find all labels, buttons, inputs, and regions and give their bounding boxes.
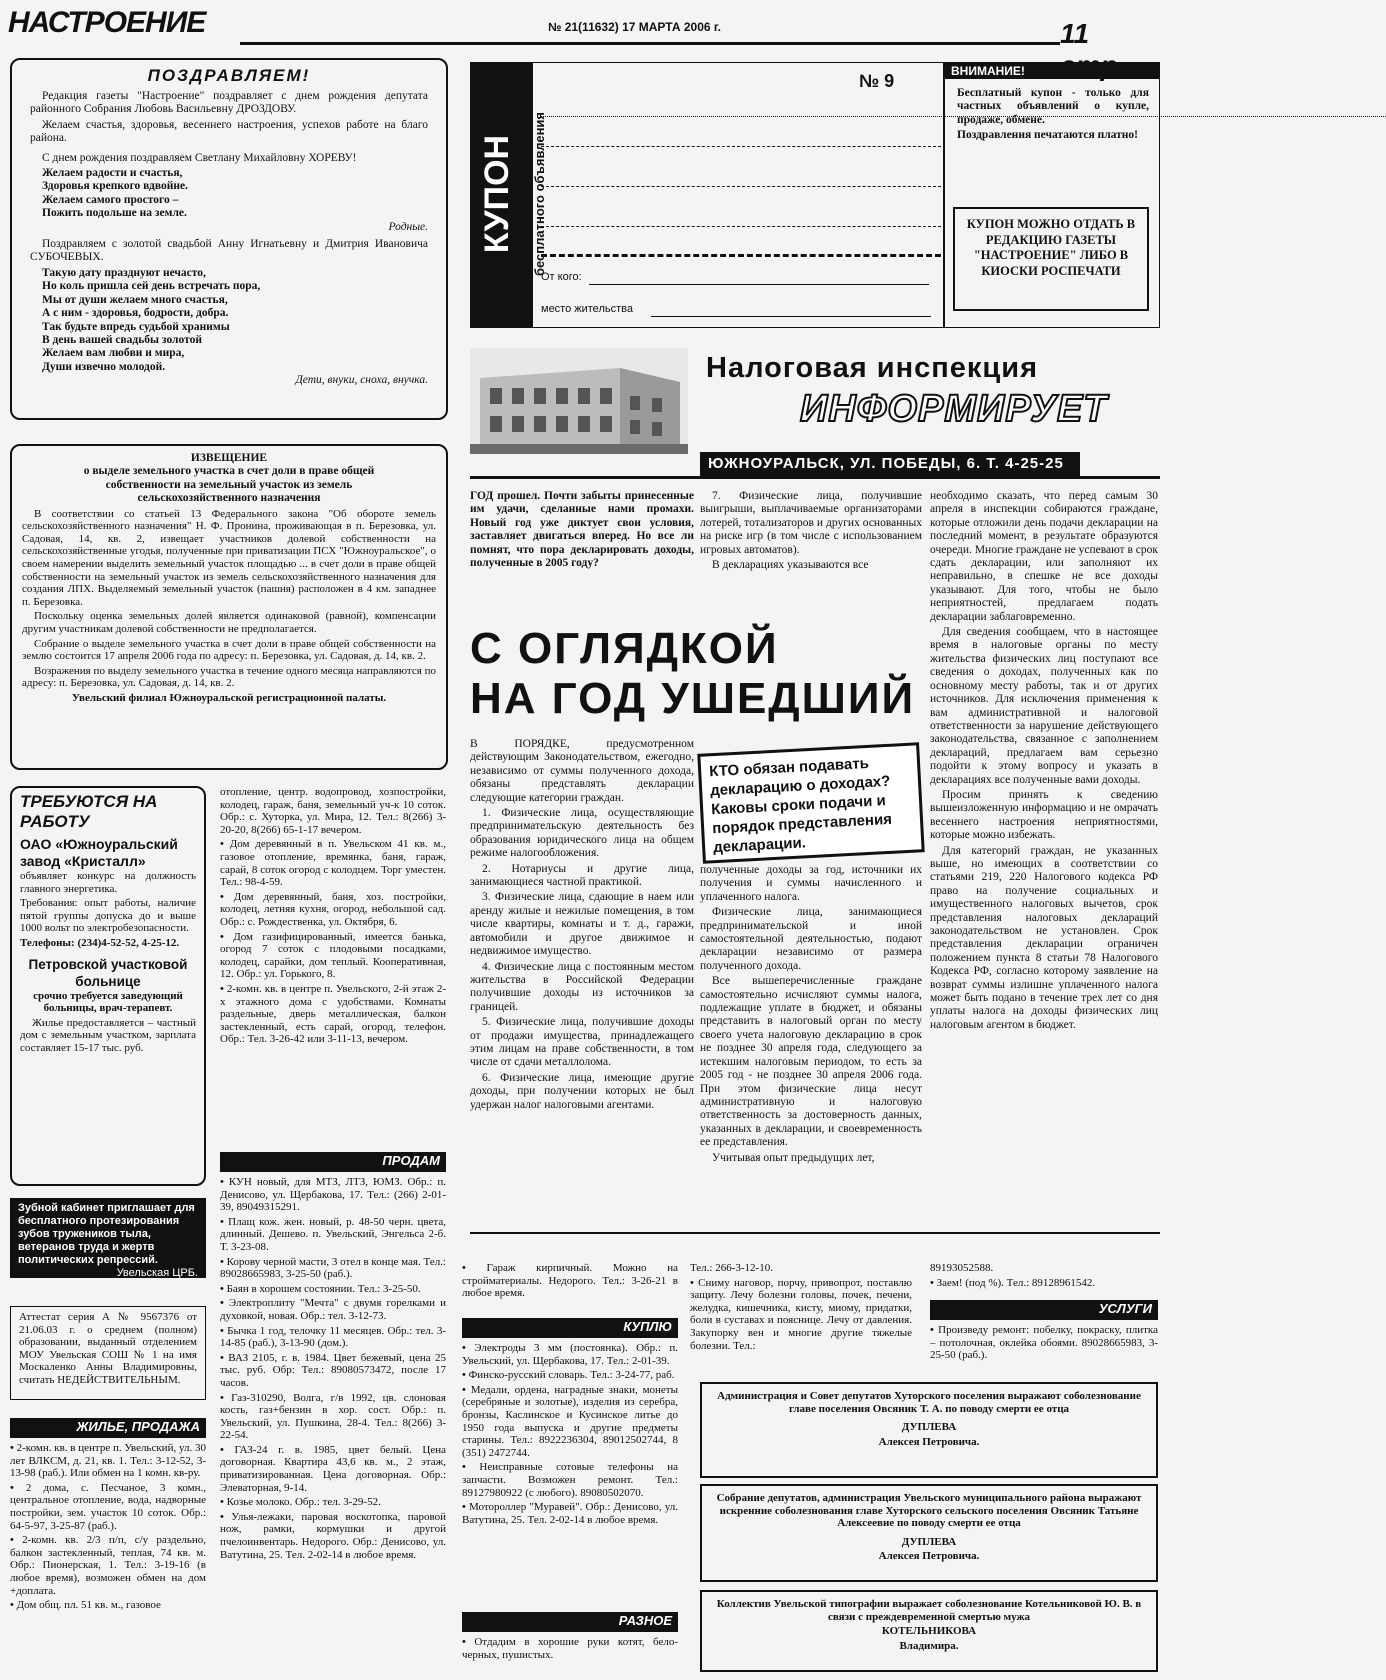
article-col3-p1: необходимо сказать, что перед самым 30 апреля в инспекции собираются граждане, которые отложили день подачи декларации на последний момент, в результате образуются очереди. Многие граждане не успевают в срок сдать декларации, или заполняют их неправильно, в спешке не все доходы указывают. Для того, чтобы не было неприятностей, предлагаем подать декларации заблаговременно. — [930, 490, 1158, 623]
housing-item-4: • Дом общ. пл. 51 кв. м., газовое — [10, 1599, 206, 1612]
jobs-title: ТРЕБУЮТСЯ НА РАБОТУ — [20, 792, 158, 831]
buy-header: КУПЛЮ — [462, 1318, 678, 1338]
sell-item-7: • ВАЗ 2105, г. в. 1984. Цвет бежевый, цена 25 тыс. руб. Обр: Тел.: 89080573472, после 17 часов. — [220, 1352, 446, 1390]
condolence-2 — [700, 1484, 1158, 1582]
tax-building-photo — [470, 348, 688, 454]
services-item-1: • Произведу ремонт: побелку, покраску, плитка – потолочная, оклейка обоями. 89028665983, 3-25-50 (раб.). — [930, 1324, 1158, 1362]
congrats-p3: Поздравляем с золотой свадьбой Анну Игнатьевну и Дмитрия Ивановича СУБОЧЕВЫХ. — [30, 238, 428, 264]
congrats-p1: Редакция газеты "Настроение" поздравляет с днем рождения депутата районного Собрания Любовь Васильевну ДРОЗДОВУ. — [30, 90, 428, 116]
mid-ad-4: • Дом газифицированный, имеется банька, огород 7 соток с плодовыми посадками, колодец, сарайки, дом теплый. Кооперативная, 12. Обр.: ул. Горького, 8. — [220, 931, 446, 981]
congrats-poem1: Желаем радости и счастья, Здоровья крепкого вдвойне. Желаем самого простого – Пожить подольше на земле. — [42, 167, 188, 220]
hospital-title: Петровской участковой больнице — [28, 956, 188, 989]
mid-ad-2: • Дом деревянный в п. Увельском 41 кв. м., газовое отопление, времянка, баня, гараж, сарай, 8 соток огород с колодцем. Торг уместен. Тел.: 98-4-59. — [220, 838, 446, 888]
notice-body3: Собрание о выделе земельного участка в счет доли в праве общей собственности на землю состоится 17 апреля 2006 года по адресу: п. Березовка, ул. Садовая, д. 14, кв. 2. — [22, 637, 436, 663]
tax-address-rule — [470, 476, 1160, 479]
article-col2-top-p2: В декларациях указываются все — [712, 559, 869, 572]
sell-item-4: • Баян в хорошем состоянии. Тел.: 3-25-50. — [220, 1283, 446, 1296]
condolence-1-name1: ДУПЛЕВА — [901, 1421, 957, 1434]
attention-text: Бесплатный купон - только для частных объявлений о купле, продаже, обмене. — [957, 87, 1149, 126]
article-item-5: 5. Физические лица, получившие доходы от продажи имущества, принадлежащего этим лицам на праве собственности, в том числе от сдачи металлолома. — [470, 1016, 694, 1069]
condolence-1 — [700, 1382, 1158, 1478]
jobs-company: ОАО «Южноуральский завод «Кристалл» — [20, 836, 178, 869]
housing-item-2: • 2 дома, с. Песчаное, 3 комн., центральное отопление, вода, надворные постройки, зем. участок 10 соток. Обр.: 64-5-97, 3-25-87 (раб.). — [10, 1482, 206, 1532]
loan-ad — [930, 1262, 1158, 1296]
article-item-2: 2. Нотариусы и другие лица, занимающиеся частной практикой. — [470, 862, 694, 889]
mid-ad-1: отопление, центр. водопровод, хозпостройки, колодец, гараж, баня, земельный уч-к 10 соток. Обр.: с. Хуторка, ул. Мира, 12. Тел.: 8(266) 3-20-20, 8(266) 65-1-17 вечером. — [220, 786, 446, 836]
tax-address-bar: ЮЖНОУРАЛЬСК, УЛ. ПОБЕДЫ, 6. Т. 4-25-25 — [700, 452, 1080, 476]
mid-ads-top — [220, 786, 446, 1158]
article-col1-intro: В ПОРЯДКЕ, предусмотренном действующим Законодательством, ежегодно, независимо от суммы полученного дохода, обязаны представлять декларации следующие категории граждан. — [470, 738, 694, 804]
coupon-number: № 9 — [859, 71, 895, 91]
buy-item-5: • Мотороллер "Муравей". Обр.: Денисово, ул. Ватутина, 25. Тел. 2-02-14 в любое время. — [462, 1501, 678, 1526]
coupon-box — [470, 62, 1160, 328]
sell-item-6: • Бычка 1 год, телочку 11 месяцев. Обр.: тел. 3-14-85 (раб.), 3-13-90 (дом.). — [220, 1325, 446, 1350]
condolence-3-name2: Владимира. — [899, 1639, 959, 1652]
buy-item-4: • Неисправные сотовые телефоны на запчасти. Возможен ремонт. Тел.: 89127980922 (с любого). 89080502070. — [462, 1461, 678, 1499]
sell-list — [220, 1176, 446, 1678]
congrats-sign1: Родные. — [388, 220, 428, 233]
housing-header: ЖИЛЬЕ, ПРОДАЖА — [10, 1418, 206, 1438]
tax-header-line2: ИНФОРМИРУЕТ — [800, 388, 1108, 430]
masthead-rule — [240, 42, 1060, 45]
article-headline — [470, 624, 940, 734]
congrats-box — [10, 58, 448, 420]
coupon-line-4 — [541, 213, 941, 227]
jobs-p1: объявляет конкурс на должность главного энергетика. — [20, 870, 196, 895]
healer-phone: Тел.: 266-3-12-10. — [690, 1262, 773, 1274]
notice-subtitle: о выделе земельного участка в счет доли в праве общей собственности на земельный участок из земель сельскохозяйственного назначения — [83, 465, 375, 505]
buy-item-3: • Медали, ордена, наградные знаки, монеты (серебряные и золотые), изделия из серебра, бронзы, Каслинское и Кусинское литье до 1950 года выпуска и другие предметы старины. Тел.: 8922236304, 89012502744, 8 (351) 2472744. — [462, 1384, 678, 1460]
dental-sign: Увельская ЦРБ. — [116, 1267, 198, 1279]
page-number: 11 — [1060, 18, 1090, 49]
coupon-handin-note: КУПОН МОЖНО ОТДАТЬ В РЕДАКЦИЮ ГАЗЕТЫ "НАСТРОЕНИЕ" ЛИБО В КИОСКИ РОСПЕЧАТИ — [953, 207, 1149, 311]
jobs-p2: Требования: опыт работы, наличие пятой группы допуска до и выше 1000 вольт по электробезопасности. — [20, 897, 196, 935]
mid-ad-5: • 2-комн. кв. в центре п. Увельского, 2-й этаж 2-х этажного дома с удобствами. Комнаты раздельные, дверь металлическая, балкон застекленный, есть сарай, огород, телефон. Обр.: Тел. 3-26-42 или 3-11-13, вечером. — [220, 983, 446, 1046]
condolence-3-name1: КОТЕЛЬНИКОВА — [881, 1625, 977, 1638]
misc-item-1: • Отдадим в хорошие руки котят, бело-черных, пушистых. — [462, 1636, 678, 1661]
garage-ad-text: • Гараж кирпичный. Можно на стройматериалы. Недорого. Тел.: 3-26-21 в любое время. — [462, 1262, 678, 1300]
condolence-3 — [700, 1590, 1158, 1672]
buy-item-2: • Финско-русский словарь. Тел.: 3-24-77, раб. — [462, 1369, 678, 1382]
sell-item-2: • Плащ кож. жен. новый, р. 48-50 черн. цвета, длинный. Дешево. п. Увельский, Энгельса 2-б. Т. 3-23-08. — [220, 1216, 446, 1254]
misc-list — [462, 1636, 678, 1676]
dental-text: Зубной кабинет приглашает для бесплатного протезирования зубов тружеников тыла, ветеранов труда и жертв политических репрессий. — [18, 1202, 195, 1266]
healer-ad — [690, 1262, 912, 1372]
congrats-title: ПОЗДРАВЛЯЕМ! — [147, 66, 311, 85]
masthead-logo: НАСТРОЕНИЕ — [8, 6, 206, 39]
sell-item-3: • Корову черной масти, 3 отел в конце мая. Тел.: 89028665983, 3-25-50 (раб.). — [220, 1256, 446, 1281]
coupon-vertical-subtitle: бесплатного объявления — [532, 111, 547, 277]
condolence-1-text: Администрация и Совет депутатов Хуторского поселения выражают соболезнование главе поселения Овсяник Т. А. по поводу смерти ее отца — [717, 1390, 1141, 1415]
sell-header: ПРОДАМ — [220, 1152, 446, 1172]
sell-item-9: • ГАЗ-24 г. в. 1985, цвет белый. Цена договорная. Квартира 43,6 кв. м., 2 этаж, приватизированная. Цена договорная. Обр.: Элеваторная, 9-14. — [220, 1444, 446, 1494]
notice-body4: Возражения по выделу земельного участка в течение одного месяца направляются по адресу: п. Березовка, ул. Садовая, д. 14, кв. 2. — [22, 664, 436, 690]
dental-box — [10, 1198, 206, 1278]
article-col3-p3: Просим принять к сведению вышеизложенную информацию и не омрачать весеннего настроения неприятностями, которые можно избежать. — [930, 788, 1158, 842]
sell-item-1: • КУН новый, для МТЗ, ЛТЗ, ЮМЗ. Обр.: п. Денисово, ул. Щербакова, 17. Тел.: (266) 2-01-39, 89049315291. — [220, 1176, 446, 1214]
housing-item-3: • 2-комн. кв. 2/3 п/п, с/у раздельно, балкон застекленный, теплая, 74 кв. м. Обр.: Пионерская, 1. Тел.: 3-19-16 (в любое время), возможен обмен на дом +доплата. — [10, 1534, 206, 1597]
loan-text: • Заем! (под %). Тел.: 89128961542. — [930, 1277, 1158, 1290]
condolence-2-name2: Алексея Петровича. — [878, 1550, 980, 1563]
congrats-sign2: Дети, внуки, сноха, внучка. — [295, 374, 428, 387]
building-illustration — [470, 348, 688, 454]
article-col1 — [470, 738, 694, 1228]
coupon-from-label: От кого: — [541, 271, 582, 283]
congrats-p2: С днем рождения поздравляем Светлану Михайловну ХОРЕВУ! — [42, 151, 357, 164]
article-col3-p4: Для категорий граждан, не указанных выше, но имеющих в соответствии со статьями 219, 220 Налогового кодекса РФ право на получение социальных и имущественного налоговых вычетов, срок представления налоговых деклараций законодательством не установлен. Срок представления декларации ограничен положением пункта 8 статьи 78 Налогового Кодекса РФ, согласно которому заявление на возврат суммы излишне уплаченного налога может быть подано в течение трех лет со дня уплаты налога на доходы физических лиц налоговым агентом в бюджет. — [930, 844, 1158, 1031]
housing-item-1: • 2-комн. кв. в центре п. Увельский, ул. 30 лет ВЛКСМ, д. 21, кв. 1. Тел.: 3-12-52, 3-13-98 (раб.). Или обмен на 1 комн. кв-ру. — [10, 1442, 206, 1480]
loan-phone: 89193052588. — [930, 1262, 994, 1274]
article-col3-p2: Для сведения сообщаем, что в настоящее время в налоговые органы по месту жительства физических лиц поступают все сведения о доходах, полученных как по основному месту работы, так и от других источников. Для исключения применения к вам административной и налоговой ответственности за нарушение действующего законодательства, связанное с заполнением деклараций, предлагаем вам серьезно подойти к этому вопросу и указать в декларациях все полученные вами доходы. — [930, 626, 1158, 786]
tax-header-line1: Налоговая инспекция — [706, 352, 1038, 384]
article-col3 — [930, 490, 1158, 1230]
article-col2-top-p1: 7. Физические лица, получившие выигрыши, выплачиваемые организаторами лотерей, тотализаторов и других основанных на риске игр (в том числе с использованием игровых автоматов). — [700, 490, 922, 556]
condolence-1-name2: Алексея Петровича. — [878, 1435, 980, 1448]
article-col2-p1: полученные доходы за год, источники их получения и суммы начисленного и уплаченного налога. — [700, 864, 922, 903]
article-col2-p2: Физические лица, занимающиеся предпринимательской и иной самостоятельной деятельностью, подают декларации независимо от размера полученного дохода. — [700, 906, 922, 972]
condolence-3-text: Коллектив Увельской типографии выражает соболезнование Котельниковой Ю. В. в связи с преждевременной смертью мужа — [716, 1598, 1142, 1623]
coupon-line-3 — [541, 173, 941, 187]
article-item-4: 4. Физические лица с постоянным местом жительства в Российской Федерации получившие доходы из источников за границей. — [470, 960, 694, 1013]
attention-panel — [943, 63, 1159, 327]
hospital-text: срочно требуется заведующий больницы, врач-терапевт. — [33, 989, 183, 1015]
housing-list — [10, 1442, 206, 1678]
coupon-line-2 — [541, 133, 941, 147]
condolence-2-text: Собрание депутатов, администрация Увельского муниципального района выражают искренние соболезнования главе Хуторского сельского поселения Овсяник Татьяне Алексеевне по поводу смерти ее отца — [716, 1492, 1142, 1530]
article-item-6: 6. Физические лица, имеющие другие доходы, при получении которых не был удержан налог налоговыми агентами. — [470, 1071, 694, 1111]
mid-ad-3: • Дом деревянный, баня, хоз. постройки, колодец, летняя кухня, огород, небольшой сад. Обр.: с. Рождественка, ул. Октября, 6. — [220, 891, 446, 929]
article-bottom-rule — [470, 1232, 1160, 1234]
article-item-3: 3. Физические лица, сдающие в наем или аренду жилые и нежилые помещения, в том числе квартиры, комнаты и т. д., гаражи, автомобили и другое движимое и недвижимое имущество. — [470, 891, 694, 958]
sell-item-5: • Электроплиту "Мечта" с двумя горелками и духовкой, новая. Обр.: тел. 3-12-73. — [220, 1297, 446, 1322]
notice-title: ИЗВЕЩЕНИЕ — [190, 452, 268, 464]
jobs-box — [10, 786, 206, 1186]
buy-list — [462, 1342, 678, 1612]
buy-item-1: • Электроды 3 мм (постоянка). Обр.: п. Увельский, ул. Щербакова, 17. Тел.: 2-01-39. — [462, 1342, 678, 1367]
hospital-text-2: Жилье предоставляется – частный дом с земельным участком, зарплата составляет 15-17 тыс. руб. — [20, 1016, 196, 1054]
sell-item-10: • Козье молоко. Обр.: тел. 3-29-52. — [220, 1496, 446, 1509]
jobs-phone: Телефоны: (234)4-52-52, 4-25-12. — [20, 936, 180, 949]
article-lead: ГОД прошел. Почти забыты принесенные им удачи, сделанные нами промахи. Новый год уже диктует свои условия, заставляет двигаться вперед. Но все ли помнят, что пора декларировать доходы, полученные в 2005 году? — [470, 490, 694, 570]
coupon-dashed-main — [541, 249, 941, 257]
article-callout: КТО обязан подавать декларацию о доходах? Каковы сроки подачи и порядок представления декларации. — [697, 742, 924, 863]
sell-item-8: • Газ-310290, Волга, г/в 1992, цв. слоновая кость, газ+бензин в хор. сост. Обр.: п. Увельский, ул. Пушкина, 28-4. Тел.: 8(266) 3-22-54. — [220, 1392, 446, 1442]
lost-certificate-box — [10, 1306, 206, 1400]
notice-body1: В соответствии со статьей 13 Федерального закона "Об обороте земель сельскохозяйственного назначения" Н. Ф. Пронина, проживающая в п. Березовка, ул. Садовая, 14, кв. 2, извещает участников долевой собственности на сельскохозяйственные угодья, полученные при приватизации ПСХ "Южноуральское", о своем намерении выделить земельный участок площадью ... в счет доли в праве общей собственности на земельный участок из земель сельскохозяйственного назначения для создания ЛПХ. Выделяемый земельный участок (пашня) расположен в 4 км. западнее п. Березовка. — [22, 507, 436, 608]
article-col2-p3: Все вышеперечисленные граждане самостоятельно исчисляют суммы налога, подлежащие уплате в бюджет, и обязаны представить в налоговый орган по месту своего учета налоговую декларацию в срок не позднее 30 апреля года, следующего за истекшим налоговым периодом, то есть за 2005 год - не позднее 30 апреля 2006 года. При этом физические лица несут административную и налоговую ответственность за достоверность данных, указанных в декларации, и своевременность ее представления. — [700, 975, 922, 1149]
condolence-2-name1: ДУПЛЕВА — [901, 1535, 957, 1548]
coupon-from-field[interactable] — [589, 283, 929, 285]
attention-title: ВНИМАНИЕ! — [945, 63, 1159, 79]
notice-box — [10, 444, 448, 770]
notice-body2: Поскольку оценка земельных долей является одинаковой (равной), компенсации другим участникам долевой собственности не предполагается. — [22, 610, 436, 635]
services-header: УСЛУГИ — [930, 1300, 1158, 1320]
garage-ad — [462, 1262, 678, 1314]
issue-date: № 21(11632) 17 МАРТА 2006 г. — [548, 20, 722, 34]
notice-sign: Увельский филиал Южноуральской регистрационной палаты. — [71, 691, 387, 704]
headline-line-2: НА ГОД УШЕДШИЙ — [470, 674, 916, 723]
congrats-poem2: Такую дату празднуют нечасто, Но коль пришла сей день встречать пора, Мы от души желаем много счастья, А с ним - здоровья, бодрости, добра. Так будьте впредь судьбой хранимы В день вашей свадьбы золотой Желаем вам любви и мира, Души извечно молодой. — [42, 266, 261, 373]
attention-text-2: Поздравления печатаются платно! — [957, 129, 1138, 142]
article-col2-top — [700, 490, 922, 602]
article-col2-p4: Учитывая опыт предыдущих лет, — [712, 1151, 875, 1164]
coupon-address-label: место жительства — [541, 303, 633, 315]
healer-text: • Сниму наговор, порчу, привопрот, поставлю защиту. Лечу болезни головы, почек, печени, желудка, кишечника, кисту, миому, придатки, боли в суставах и пояснице. Лечу от давления. Закупорку вен и многие другие тяжелые болезни. Тел.: — [690, 1277, 912, 1353]
coupon-vertical-title: КУПОН — [478, 134, 516, 254]
headline-line-1: С ОГЛЯДКОЙ — [470, 624, 779, 673]
coupon-address-field[interactable] — [651, 315, 931, 317]
congrats-p1b: Желаем счастья, здоровья, весеннего настроения, успехов работе на благо района. — [30, 118, 428, 145]
services-list — [930, 1324, 1158, 1376]
article-item-1: 1. Физические лица, осуществляющие предпринимательскую деятельность без образования юридического лица на общем режиме налогообложения. — [470, 807, 694, 860]
misc-header: РАЗНОЕ — [462, 1612, 678, 1632]
lost-certificate-text: Аттестат серия А № 9567376 от 21.06.03 г. о среднем (полном) образовании, выданный отделением МОУ Увельская СОШ № 1 на имя Москаленко Анны Владимировны, считать НЕДЕЙСТВИТЕЛЬНЫМ. — [19, 1311, 197, 1386]
sell-item-11: • Улья-лежаки, паровая воскотопка, паровой нож, рамки, кормушки и другой пчелоинвентарь. Недорого. Обр.: Денисово, ул. Ватутина, 25. Тел. 2-02-14 в любое время. — [220, 1511, 446, 1561]
article-col2-bottom — [700, 864, 922, 1228]
